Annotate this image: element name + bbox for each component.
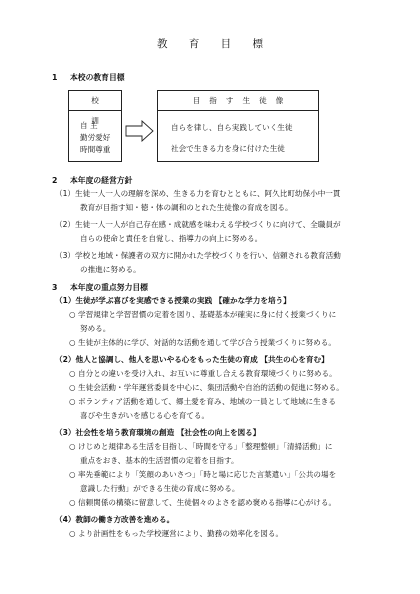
section-3-heading xyxy=(52,284,148,292)
policy-line: （1）生徒一人一人の理解を深め、生きる力を育むとともに、阿久比町幼保小中一貫 xyxy=(55,189,341,198)
motto-item: 自 主 xyxy=(80,121,98,130)
goal-item: 意識した行動」ができる生徒の育成に努める。 xyxy=(80,484,240,493)
goal-item: ○ 率先垂範により「笑顔のあいさつ」「時と場に応じた言葉遣い」「公共の場を xyxy=(69,470,337,479)
policy-line: （2）生徒一人一人が自己存在感・成就感を味わえる学校づくりに向けて、全職員が xyxy=(55,220,341,229)
section-title: 本年度の重点努力目標 xyxy=(70,283,148,292)
right-arrow-icon xyxy=(125,120,155,142)
goal-item: 重点をおき、基本的生活習慣の定着を目指す。 xyxy=(80,456,239,465)
ideal-student-header: 目指す生徒像 xyxy=(158,91,318,111)
goal-item: ○ ボランティア活動を通して、郷土愛を育み、地域の一員として地域に生きる xyxy=(69,397,336,406)
motto-item: 時間尊重 xyxy=(80,145,111,154)
goal-item: ○ 生徒会活動・学年運営委員を中心に、集団活動や自治的活動の促進に努める。 xyxy=(69,383,344,392)
motto-item: 勤労愛好 xyxy=(80,133,111,142)
section-number: 1 xyxy=(52,73,58,82)
goal-item: ○ より計画性をもった学校運営により、勤務の効率化を図る。 xyxy=(69,529,284,538)
school-motto-box xyxy=(68,90,122,162)
section-title: 本年度の経営方針 xyxy=(70,176,133,185)
policy-line: の推進に努める。 xyxy=(80,265,141,274)
goal-item: ○ 信頼関係の構築に留意して、生徒個々のよさを認め褒める指導に心がける。 xyxy=(69,498,337,507)
section-title: 本校の教育目標 xyxy=(70,73,125,82)
goal-heading: （1）生徒が学ぶ喜びを実感できる授業の実践 【確かな学力を培う】 xyxy=(55,296,291,305)
goal-item: ○ 学習規律と学習習慣の定着を図り、基礎基本が確実に身に付く授業づくりに xyxy=(69,310,337,319)
policy-line: （3）学校と地域・保護者の双方に開かれた学校づくりを行い、信頼される教育活動 xyxy=(55,251,341,260)
school-motto-header: 校 訓 xyxy=(69,91,121,111)
policy-line: 教育が目指す知・徳・体の調和のとれた生徒像の育成を図る。 xyxy=(80,203,293,212)
section-1-heading xyxy=(52,74,125,82)
goal-item: ○ 生徒が主体的に学び、対話的な活動を通して学び合う授業づくりに努める。 xyxy=(69,338,336,347)
section-number: 3 xyxy=(52,283,58,292)
goal-heading: （2）他人と協調し、他人を思いやる心をもった生徒の育成 【共生の心を育む】 xyxy=(55,355,329,364)
page-title: 教 育 目 標 xyxy=(156,38,272,50)
section-number: 2 xyxy=(52,176,58,185)
goal-item: 努める。 xyxy=(80,324,111,333)
ideal-student-item: 自らを律し、自ら実践していく生徒 xyxy=(171,123,293,132)
goal-item: ○ けじめと規律ある生活を目指し、「時間を守る」「整理整頓」「清掃活動」に xyxy=(69,442,333,451)
ideal-student-item: 社会で生きる力を身に付けた生徒 xyxy=(171,144,285,153)
goal-heading: （3）社会性を培う教育環境の創造 【社会性の向上を図る】 xyxy=(55,428,261,437)
ideal-student-box xyxy=(157,90,319,162)
goal-item: ○ 自分との違いを受け入れ、お互いに尊重し合える教育環境づくりに努める。 xyxy=(69,369,337,378)
section-2-heading xyxy=(52,177,132,185)
goal-heading: （4）教師の働き方改善を進める。 xyxy=(55,515,175,524)
policy-line: 自らの使命と責任を自覚し、指導力の向上に努める。 xyxy=(80,234,263,243)
goal-item: 喜びや生きがいを感じる心を育てる。 xyxy=(80,411,210,420)
